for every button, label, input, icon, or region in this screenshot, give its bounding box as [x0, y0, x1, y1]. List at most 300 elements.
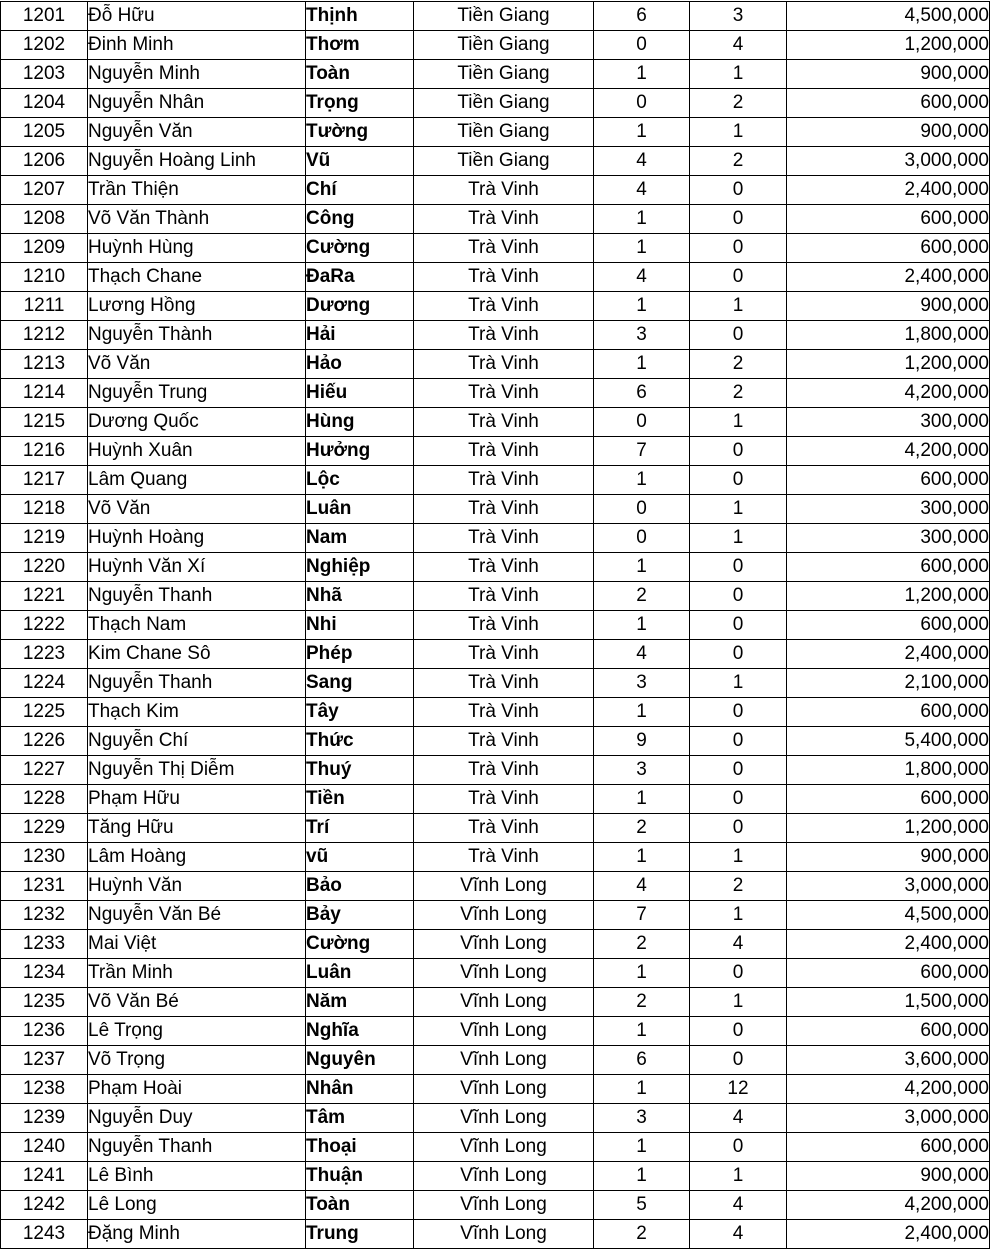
first-name-cell[interactable]: Phép: [306, 640, 414, 669]
middle-name-cell[interactable]: Đỗ Hữu: [88, 2, 306, 31]
count-a-cell[interactable]: 1: [594, 60, 690, 89]
middle-name-cell[interactable]: Lê Bình: [88, 1162, 306, 1191]
amount-cell[interactable]: 2,400,000: [787, 1220, 990, 1249]
province-cell[interactable]: Trà Vinh: [414, 263, 594, 292]
row-number-cell[interactable]: 1202: [1, 31, 88, 60]
middle-name-cell[interactable]: Huỳnh Xuân: [88, 437, 306, 466]
middle-name-cell[interactable]: Võ Văn Thành: [88, 205, 306, 234]
count-b-cell[interactable]: 0: [690, 814, 787, 843]
count-b-cell[interactable]: 0: [690, 756, 787, 785]
amount-cell[interactable]: 3,000,000: [787, 1104, 990, 1133]
amount-cell[interactable]: 300,000: [787, 495, 990, 524]
first-name-cell[interactable]: Thoại: [306, 1133, 414, 1162]
first-name-cell[interactable]: Thuận: [306, 1162, 414, 1191]
count-a-cell[interactable]: 1: [594, 553, 690, 582]
amount-cell[interactable]: 900,000: [787, 1162, 990, 1191]
count-b-cell[interactable]: 0: [690, 785, 787, 814]
count-b-cell[interactable]: 3: [690, 2, 787, 31]
first-name-cell[interactable]: Toàn: [306, 60, 414, 89]
amount-cell[interactable]: 4,200,000: [787, 379, 990, 408]
count-b-cell[interactable]: 4: [690, 31, 787, 60]
amount-cell[interactable]: 2,400,000: [787, 263, 990, 292]
middle-name-cell[interactable]: Huỳnh Văn: [88, 872, 306, 901]
amount-cell[interactable]: 1,200,000: [787, 350, 990, 379]
middle-name-cell[interactable]: Nguyễn Trung: [88, 379, 306, 408]
province-cell[interactable]: Tiền Giang: [414, 147, 594, 176]
row-number-cell[interactable]: 1235: [1, 988, 88, 1017]
count-b-cell[interactable]: 1: [690, 292, 787, 321]
middle-name-cell[interactable]: Tăng Hữu: [88, 814, 306, 843]
middle-name-cell[interactable]: Lâm Quang: [88, 466, 306, 495]
first-name-cell[interactable]: Nghiệp: [306, 553, 414, 582]
count-a-cell[interactable]: 6: [594, 1046, 690, 1075]
amount-cell[interactable]: 1,800,000: [787, 756, 990, 785]
first-name-cell[interactable]: Thơm: [306, 31, 414, 60]
middle-name-cell[interactable]: Lương Hồng: [88, 292, 306, 321]
middle-name-cell[interactable]: Thạch Nam: [88, 611, 306, 640]
first-name-cell[interactable]: Nhân: [306, 1075, 414, 1104]
row-number-cell[interactable]: 1231: [1, 872, 88, 901]
first-name-cell[interactable]: Sang: [306, 669, 414, 698]
province-cell[interactable]: Tiền Giang: [414, 89, 594, 118]
province-cell[interactable]: Vĩnh Long: [414, 1162, 594, 1191]
first-name-cell[interactable]: Nam: [306, 524, 414, 553]
amount-cell[interactable]: 1,800,000: [787, 321, 990, 350]
province-cell[interactable]: Trà Vinh: [414, 350, 594, 379]
first-name-cell[interactable]: Tâm: [306, 1104, 414, 1133]
count-b-cell[interactable]: 2: [690, 872, 787, 901]
count-a-cell[interactable]: 1: [594, 959, 690, 988]
middle-name-cell[interactable]: Huỳnh Hoàng: [88, 524, 306, 553]
row-number-cell[interactable]: 1236: [1, 1017, 88, 1046]
first-name-cell[interactable]: Chí: [306, 176, 414, 205]
count-a-cell[interactable]: 2: [594, 814, 690, 843]
row-number-cell[interactable]: 1220: [1, 553, 88, 582]
count-a-cell[interactable]: 7: [594, 901, 690, 930]
count-a-cell[interactable]: 4: [594, 640, 690, 669]
amount-cell[interactable]: 900,000: [787, 60, 990, 89]
middle-name-cell[interactable]: Lê Long: [88, 1191, 306, 1220]
first-name-cell[interactable]: Nhi: [306, 611, 414, 640]
row-number-cell[interactable]: 1215: [1, 408, 88, 437]
amount-cell[interactable]: 1,200,000: [787, 814, 990, 843]
middle-name-cell[interactable]: Võ Văn: [88, 495, 306, 524]
amount-cell[interactable]: 5,400,000: [787, 727, 990, 756]
amount-cell[interactable]: 600,000: [787, 553, 990, 582]
province-cell[interactable]: Trà Vinh: [414, 814, 594, 843]
middle-name-cell[interactable]: Dương Quốc: [88, 408, 306, 437]
count-a-cell[interactable]: 3: [594, 756, 690, 785]
count-a-cell[interactable]: 1: [594, 1162, 690, 1191]
first-name-cell[interactable]: Vũ: [306, 147, 414, 176]
count-b-cell[interactable]: 1: [690, 901, 787, 930]
row-number-cell[interactable]: 1237: [1, 1046, 88, 1075]
count-a-cell[interactable]: 1: [594, 1017, 690, 1046]
count-b-cell[interactable]: 0: [690, 1046, 787, 1075]
count-a-cell[interactable]: 3: [594, 1104, 690, 1133]
count-b-cell[interactable]: 2: [690, 379, 787, 408]
amount-cell[interactable]: 3,600,000: [787, 1046, 990, 1075]
province-cell[interactable]: Vĩnh Long: [414, 1075, 594, 1104]
middle-name-cell[interactable]: Nguyễn Minh: [88, 60, 306, 89]
first-name-cell[interactable]: vũ: [306, 843, 414, 872]
middle-name-cell[interactable]: Đinh Minh: [88, 31, 306, 60]
row-number-cell[interactable]: 1238: [1, 1075, 88, 1104]
amount-cell[interactable]: 1,200,000: [787, 31, 990, 60]
count-a-cell[interactable]: 1: [594, 698, 690, 727]
row-number-cell[interactable]: 1205: [1, 118, 88, 147]
middle-name-cell[interactable]: Trần Minh: [88, 959, 306, 988]
province-cell[interactable]: Trà Vinh: [414, 669, 594, 698]
row-number-cell[interactable]: 1203: [1, 60, 88, 89]
count-a-cell[interactable]: 3: [594, 669, 690, 698]
middle-name-cell[interactable]: Nguyễn Hoàng Linh: [88, 147, 306, 176]
count-b-cell[interactable]: 0: [690, 640, 787, 669]
province-cell[interactable]: Tiền Giang: [414, 118, 594, 147]
province-cell[interactable]: Trà Vinh: [414, 553, 594, 582]
middle-name-cell[interactable]: Lâm Hoàng: [88, 843, 306, 872]
amount-cell[interactable]: 2,400,000: [787, 176, 990, 205]
row-number-cell[interactable]: 1221: [1, 582, 88, 611]
amount-cell[interactable]: 4,200,000: [787, 437, 990, 466]
count-a-cell[interactable]: 0: [594, 31, 690, 60]
first-name-cell[interactable]: Tường: [306, 118, 414, 147]
province-cell[interactable]: Vĩnh Long: [414, 988, 594, 1017]
middle-name-cell[interactable]: Thạch Chane: [88, 263, 306, 292]
row-number-cell[interactable]: 1209: [1, 234, 88, 263]
first-name-cell[interactable]: Hiếu: [306, 379, 414, 408]
amount-cell[interactable]: 2,400,000: [787, 640, 990, 669]
count-a-cell[interactable]: 4: [594, 263, 690, 292]
province-cell[interactable]: Vĩnh Long: [414, 901, 594, 930]
row-number-cell[interactable]: 1239: [1, 1104, 88, 1133]
count-b-cell[interactable]: 4: [690, 1220, 787, 1249]
count-a-cell[interactable]: 0: [594, 495, 690, 524]
first-name-cell[interactable]: Toàn: [306, 1191, 414, 1220]
count-a-cell[interactable]: 0: [594, 89, 690, 118]
amount-cell[interactable]: 600,000: [787, 785, 990, 814]
count-a-cell[interactable]: 1: [594, 785, 690, 814]
amount-cell[interactable]: 600,000: [787, 959, 990, 988]
amount-cell[interactable]: 600,000: [787, 205, 990, 234]
province-cell[interactable]: Vĩnh Long: [414, 1220, 594, 1249]
count-a-cell[interactable]: 1: [594, 466, 690, 495]
middle-name-cell[interactable]: Lê Trọng: [88, 1017, 306, 1046]
count-a-cell[interactable]: 1: [594, 843, 690, 872]
row-number-cell[interactable]: 1210: [1, 263, 88, 292]
middle-name-cell[interactable]: Thạch Kim: [88, 698, 306, 727]
count-b-cell[interactable]: 1: [690, 118, 787, 147]
amount-cell[interactable]: 900,000: [787, 292, 990, 321]
count-b-cell[interactable]: 2: [690, 147, 787, 176]
province-cell[interactable]: Vĩnh Long: [414, 1133, 594, 1162]
first-name-cell[interactable]: Cường: [306, 234, 414, 263]
province-cell[interactable]: Trà Vinh: [414, 466, 594, 495]
row-number-cell[interactable]: 1208: [1, 205, 88, 234]
row-number-cell[interactable]: 1233: [1, 930, 88, 959]
amount-cell[interactable]: 600,000: [787, 698, 990, 727]
province-cell[interactable]: Vĩnh Long: [414, 930, 594, 959]
count-b-cell[interactable]: 2: [690, 89, 787, 118]
province-cell[interactable]: Trà Vinh: [414, 495, 594, 524]
row-number-cell[interactable]: 1227: [1, 756, 88, 785]
count-b-cell[interactable]: 0: [690, 959, 787, 988]
first-name-cell[interactable]: Bảo: [306, 872, 414, 901]
first-name-cell[interactable]: Trọng: [306, 89, 414, 118]
count-a-cell[interactable]: 1: [594, 205, 690, 234]
amount-cell[interactable]: 600,000: [787, 611, 990, 640]
middle-name-cell[interactable]: Võ Trọng: [88, 1046, 306, 1075]
middle-name-cell[interactable]: Nguyễn Văn: [88, 118, 306, 147]
province-cell[interactable]: Tiền Giang: [414, 2, 594, 31]
first-name-cell[interactable]: Hùng: [306, 408, 414, 437]
first-name-cell[interactable]: Tây: [306, 698, 414, 727]
amount-cell[interactable]: 4,500,000: [787, 901, 990, 930]
count-a-cell[interactable]: 6: [594, 2, 690, 31]
province-cell[interactable]: Trà Vinh: [414, 292, 594, 321]
middle-name-cell[interactable]: Nguyễn Duy: [88, 1104, 306, 1133]
middle-name-cell[interactable]: Kim Chane Sô: [88, 640, 306, 669]
count-b-cell[interactable]: 12: [690, 1075, 787, 1104]
row-number-cell[interactable]: 1223: [1, 640, 88, 669]
province-cell[interactable]: Vĩnh Long: [414, 872, 594, 901]
amount-cell[interactable]: 2,400,000: [787, 930, 990, 959]
amount-cell[interactable]: 600,000: [787, 1133, 990, 1162]
row-number-cell[interactable]: 1206: [1, 147, 88, 176]
count-a-cell[interactable]: 4: [594, 147, 690, 176]
count-b-cell[interactable]: 4: [690, 1191, 787, 1220]
count-a-cell[interactable]: 4: [594, 872, 690, 901]
amount-cell[interactable]: 600,000: [787, 1017, 990, 1046]
row-number-cell[interactable]: 1214: [1, 379, 88, 408]
count-b-cell[interactable]: 4: [690, 930, 787, 959]
province-cell[interactable]: Vĩnh Long: [414, 959, 594, 988]
middle-name-cell[interactable]: Phạm Hữu: [88, 785, 306, 814]
middle-name-cell[interactable]: Trần Thiện: [88, 176, 306, 205]
row-number-cell[interactable]: 1211: [1, 292, 88, 321]
province-cell[interactable]: Tiền Giang: [414, 31, 594, 60]
province-cell[interactable]: Trà Vinh: [414, 698, 594, 727]
row-number-cell[interactable]: 1232: [1, 901, 88, 930]
middle-name-cell[interactable]: Nguyễn Thanh: [88, 669, 306, 698]
first-name-cell[interactable]: Hảo: [306, 350, 414, 379]
count-b-cell[interactable]: 0: [690, 698, 787, 727]
count-b-cell[interactable]: 0: [690, 727, 787, 756]
count-b-cell[interactable]: 1: [690, 843, 787, 872]
first-name-cell[interactable]: Luân: [306, 959, 414, 988]
row-number-cell[interactable]: 1240: [1, 1133, 88, 1162]
province-cell[interactable]: Trà Vinh: [414, 176, 594, 205]
count-b-cell[interactable]: 2: [690, 350, 787, 379]
row-number-cell[interactable]: 1216: [1, 437, 88, 466]
middle-name-cell[interactable]: Nguyễn Văn Bé: [88, 901, 306, 930]
middle-name-cell[interactable]: Huỳnh Văn Xí: [88, 553, 306, 582]
count-b-cell[interactable]: 4: [690, 1104, 787, 1133]
count-b-cell[interactable]: 0: [690, 321, 787, 350]
first-name-cell[interactable]: Nhã: [306, 582, 414, 611]
middle-name-cell[interactable]: Nguyễn Thanh: [88, 1133, 306, 1162]
first-name-cell[interactable]: Trung: [306, 1220, 414, 1249]
first-name-cell[interactable]: Công: [306, 205, 414, 234]
count-a-cell[interactable]: 1: [594, 292, 690, 321]
amount-cell[interactable]: 900,000: [787, 118, 990, 147]
count-b-cell[interactable]: 0: [690, 1017, 787, 1046]
count-b-cell[interactable]: 1: [690, 408, 787, 437]
amount-cell[interactable]: 4,200,000: [787, 1075, 990, 1104]
province-cell[interactable]: Trà Vinh: [414, 379, 594, 408]
count-a-cell[interactable]: 2: [594, 930, 690, 959]
province-cell[interactable]: Trà Vinh: [414, 321, 594, 350]
amount-cell[interactable]: 3,000,000: [787, 147, 990, 176]
province-cell[interactable]: Trà Vinh: [414, 524, 594, 553]
row-number-cell[interactable]: 1212: [1, 321, 88, 350]
first-name-cell[interactable]: Hưởng: [306, 437, 414, 466]
row-number-cell[interactable]: 1217: [1, 466, 88, 495]
first-name-cell[interactable]: Thức: [306, 727, 414, 756]
middle-name-cell[interactable]: Võ Văn: [88, 350, 306, 379]
province-cell[interactable]: Vĩnh Long: [414, 1191, 594, 1220]
province-cell[interactable]: Trà Vinh: [414, 727, 594, 756]
province-cell[interactable]: Trà Vinh: [414, 437, 594, 466]
amount-cell[interactable]: 600,000: [787, 89, 990, 118]
province-cell[interactable]: Tiền Giang: [414, 60, 594, 89]
row-number-cell[interactable]: 1213: [1, 350, 88, 379]
province-cell[interactable]: Vĩnh Long: [414, 1104, 594, 1133]
middle-name-cell[interactable]: Nguyễn Thành: [88, 321, 306, 350]
first-name-cell[interactable]: Thịnh: [306, 2, 414, 31]
amount-cell[interactable]: 2,100,000: [787, 669, 990, 698]
row-number-cell[interactable]: 1228: [1, 785, 88, 814]
row-number-cell[interactable]: 1204: [1, 89, 88, 118]
middle-name-cell[interactable]: Nguyễn Nhân: [88, 89, 306, 118]
count-a-cell[interactable]: 3: [594, 321, 690, 350]
row-number-cell[interactable]: 1224: [1, 669, 88, 698]
count-a-cell[interactable]: 1: [594, 118, 690, 147]
count-b-cell[interactable]: 1: [690, 1162, 787, 1191]
province-cell[interactable]: Trà Vinh: [414, 408, 594, 437]
count-a-cell[interactable]: 2: [594, 1220, 690, 1249]
first-name-cell[interactable]: Hải: [306, 321, 414, 350]
first-name-cell[interactable]: Dương: [306, 292, 414, 321]
province-cell[interactable]: Trà Vinh: [414, 785, 594, 814]
middle-name-cell[interactable]: Phạm Hoài: [88, 1075, 306, 1104]
first-name-cell[interactable]: Bảy: [306, 901, 414, 930]
province-cell[interactable]: Trà Vinh: [414, 843, 594, 872]
count-b-cell[interactable]: 0: [690, 466, 787, 495]
count-b-cell[interactable]: 0: [690, 234, 787, 263]
count-b-cell[interactable]: 0: [690, 176, 787, 205]
first-name-cell[interactable]: Nguyên: [306, 1046, 414, 1075]
middle-name-cell[interactable]: Đặng Minh: [88, 1220, 306, 1249]
row-number-cell[interactable]: 1201: [1, 2, 88, 31]
province-cell[interactable]: Trà Vinh: [414, 640, 594, 669]
count-a-cell[interactable]: 1: [594, 350, 690, 379]
count-a-cell[interactable]: 5: [594, 1191, 690, 1220]
row-number-cell[interactable]: 1242: [1, 1191, 88, 1220]
count-b-cell[interactable]: 1: [690, 495, 787, 524]
first-name-cell[interactable]: Luân: [306, 495, 414, 524]
row-number-cell[interactable]: 1241: [1, 1162, 88, 1191]
middle-name-cell[interactable]: Nguyễn Chí: [88, 727, 306, 756]
middle-name-cell[interactable]: Nguyễn Thanh: [88, 582, 306, 611]
count-a-cell[interactable]: 9: [594, 727, 690, 756]
count-a-cell[interactable]: 1: [594, 234, 690, 263]
count-a-cell[interactable]: 1: [594, 1075, 690, 1104]
row-number-cell[interactable]: 1234: [1, 959, 88, 988]
province-cell[interactable]: Trà Vinh: [414, 756, 594, 785]
row-number-cell[interactable]: 1222: [1, 611, 88, 640]
first-name-cell[interactable]: Lộc: [306, 466, 414, 495]
first-name-cell[interactable]: Cường: [306, 930, 414, 959]
first-name-cell[interactable]: Năm: [306, 988, 414, 1017]
first-name-cell[interactable]: ĐaRa: [306, 263, 414, 292]
count-b-cell[interactable]: 0: [690, 611, 787, 640]
row-number-cell[interactable]: 1218: [1, 495, 88, 524]
province-cell[interactable]: Trà Vinh: [414, 611, 594, 640]
first-name-cell[interactable]: Nghĩa: [306, 1017, 414, 1046]
count-a-cell[interactable]: 7: [594, 437, 690, 466]
amount-cell[interactable]: 1,500,000: [787, 988, 990, 1017]
first-name-cell[interactable]: Tiền: [306, 785, 414, 814]
province-cell[interactable]: Trà Vinh: [414, 205, 594, 234]
amount-cell[interactable]: 300,000: [787, 524, 990, 553]
middle-name-cell[interactable]: Võ Văn Bé: [88, 988, 306, 1017]
province-cell[interactable]: Trà Vinh: [414, 234, 594, 263]
row-number-cell[interactable]: 1230: [1, 843, 88, 872]
count-a-cell[interactable]: 2: [594, 582, 690, 611]
amount-cell[interactable]: 3,000,000: [787, 872, 990, 901]
count-b-cell[interactable]: 0: [690, 1133, 787, 1162]
count-a-cell[interactable]: 2: [594, 988, 690, 1017]
row-number-cell[interactable]: 1219: [1, 524, 88, 553]
middle-name-cell[interactable]: Mai Việt: [88, 930, 306, 959]
count-b-cell[interactable]: 1: [690, 669, 787, 698]
province-cell[interactable]: Vĩnh Long: [414, 1046, 594, 1075]
amount-cell[interactable]: 4,200,000: [787, 1191, 990, 1220]
row-number-cell[interactable]: 1243: [1, 1220, 88, 1249]
first-name-cell[interactable]: Trí: [306, 814, 414, 843]
count-b-cell[interactable]: 0: [690, 553, 787, 582]
amount-cell[interactable]: 600,000: [787, 466, 990, 495]
count-b-cell[interactable]: 0: [690, 437, 787, 466]
first-name-cell[interactable]: Thuý: [306, 756, 414, 785]
count-a-cell[interactable]: 1: [594, 611, 690, 640]
count-b-cell[interactable]: 0: [690, 205, 787, 234]
middle-name-cell[interactable]: Nguyễn Thị Diễm: [88, 756, 306, 785]
amount-cell[interactable]: 900,000: [787, 843, 990, 872]
amount-cell[interactable]: 600,000: [787, 234, 990, 263]
province-cell[interactable]: Trà Vinh: [414, 582, 594, 611]
row-number-cell[interactable]: 1229: [1, 814, 88, 843]
count-a-cell[interactable]: 6: [594, 379, 690, 408]
amount-cell[interactable]: 300,000: [787, 408, 990, 437]
count-b-cell[interactable]: 1: [690, 988, 787, 1017]
count-a-cell[interactable]: 1: [594, 1133, 690, 1162]
count-b-cell[interactable]: 1: [690, 60, 787, 89]
row-number-cell[interactable]: 1225: [1, 698, 88, 727]
middle-name-cell[interactable]: Huỳnh Hùng: [88, 234, 306, 263]
count-a-cell[interactable]: 0: [594, 408, 690, 437]
count-b-cell[interactable]: 0: [690, 263, 787, 292]
province-cell[interactable]: Vĩnh Long: [414, 1017, 594, 1046]
row-number-cell[interactable]: 1226: [1, 727, 88, 756]
amount-cell[interactable]: 4,500,000: [787, 2, 990, 31]
count-b-cell[interactable]: 1: [690, 524, 787, 553]
count-a-cell[interactable]: 0: [594, 524, 690, 553]
count-a-cell[interactable]: 4: [594, 176, 690, 205]
row-number-cell[interactable]: 1207: [1, 176, 88, 205]
count-b-cell[interactable]: 0: [690, 582, 787, 611]
